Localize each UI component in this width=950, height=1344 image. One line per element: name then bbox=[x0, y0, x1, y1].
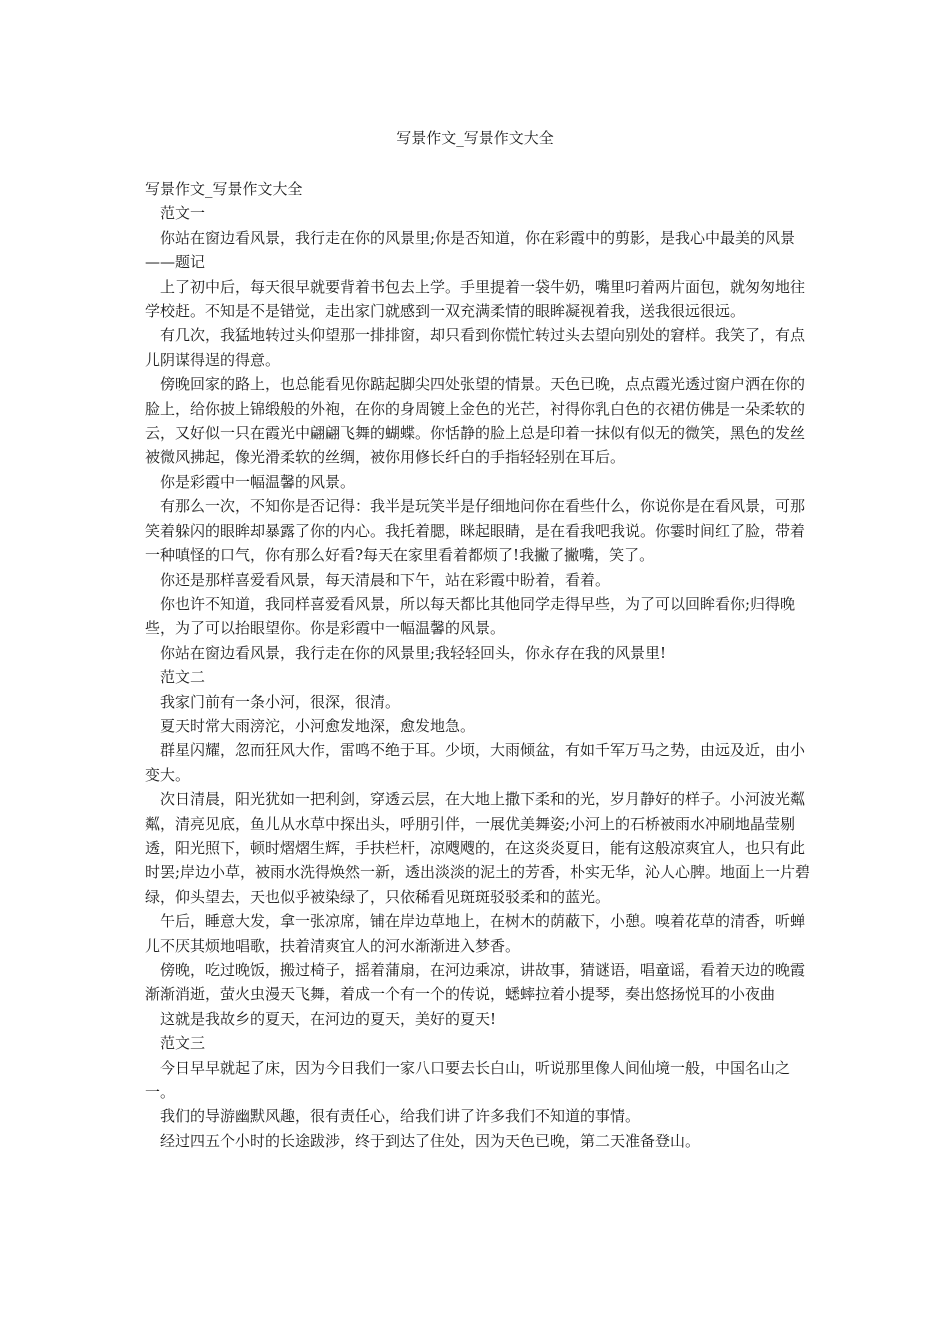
paragraph: 今日早早就起了床，因为今日我们一家八口要去长白山，听说那里像人间仙境一般，中国名山之一。 bbox=[145, 1058, 791, 1102]
section-heading: 范文一 bbox=[160, 204, 206, 223]
document-subtitle: 写景作文_写景作文大全 bbox=[145, 180, 303, 198]
paragraph: 傍晚，吃过晚饭，搬过椅子，摇着蒲扇，在河边乘凉，讲故事，猜谜语，唱童谣，看着天边的晚霞渐渐消逝，萤火虫漫天飞舞，着成一个有一个的传说，蟋蟀拉着小提琴，奏出悠扬悦耳的小夜曲 bbox=[145, 961, 806, 1004]
document-body bbox=[145, 177, 815, 1153]
paragraph: 有那么一次，不知你是否记得：我半是玩笑半是仔细地问你在看些什么，你说你是在看风景，可那笑着躲闪的眼眸却暴露了你的内心。我托着腮，眯起眼睛，是在看我吧我说。你霎时间红了脸，带着一种嗔怪的口气，你有那么好看?每天在家里看着都烦了!我撇了撇嘴，笑了。 bbox=[145, 497, 806, 565]
paragraph: 午后，睡意大发，拿一张凉席，铺在岸边草地上，在树木的荫蔽下，小憩。嗅着花草的清香，听蝉儿不厌其烦地唱歌，扶着清爽宜人的河水渐渐进入梦香。 bbox=[145, 912, 806, 955]
paragraph: 群星闪耀，忽而狂风大作，雷鸣不绝于耳。少顷，大雨倾盆，有如千军万马之势，由远及近，由小变大。 bbox=[145, 741, 806, 784]
paragraph: 你也许不知道，我同样喜爱看风景，所以每天都比其他同学走得早些，为了可以回眸看你;归得晚些，为了可以抬眼望你。你是彩霞中一幅温馨的风景。 bbox=[145, 594, 796, 638]
paragraph: 你是彩霞中一幅温馨的风景。 bbox=[160, 472, 356, 491]
document-title: 写景作文_写景作文大全 bbox=[396, 129, 554, 147]
paragraph: 次日清晨，阳光犹如一把利剑，穿透云层，在大地上撒下柔和的光，岁月静好的样子。小河波光粼粼，清亮见底，鱼儿从水草中探出头，呼朋引伴，一展优美舞姿;小河上的石桥被雨水冲刷地晶莹剔透，阳光照下，顿时熠熠生辉，手扶栏杆，凉飕飕的，在这炎炎夏日，能有这般凉爽宜人，也只有此时罢;岸边小草，被雨水洗得焕然一新，透出淡淡的泥土的芳香，朴实无华，沁人心脾。地面上一片碧绿，仰头望去，天也似乎被染绿了，只依稀看见斑斑驳驳柔和的蓝光。 bbox=[145, 790, 811, 906]
paragraph: 你站在窗边看风景，我行走在你的风景里;你是否知道，你在彩霞中的剪影，是我心中最美的风景——题记 bbox=[145, 228, 796, 272]
section-heading: 范文二 bbox=[160, 668, 206, 687]
paragraph: 傍晚回家的路上，也总能看见你踮起脚尖四处张望的情景。天色已晚，点点霞光透过窗户洒在你的脸上，给你披上锦缎般的外袍，在你的身周镀上金色的光芒，衬得你乳白色的衣裙仿佛是一朵柔软的云，又好似一只在霞光中翩翩飞舞的蝴蝶。你恬静的脸上总是印着一抹似有似无的微笑，黑色的发丝被微风拂起，像光滑柔软的丝绸，被你用修长纤白的手指轻轻别在耳后。 bbox=[145, 375, 806, 467]
paragraph: 夏天时常大雨滂沱，小河愈发地深，愈发地急。 bbox=[160, 716, 476, 735]
paragraph: 有几次，我猛地转过头仰望那一排排窗，却只看到你慌忙转过头去望向别处的窘样。我笑了，有点儿阴谋得逞的得意。 bbox=[145, 326, 806, 369]
section-heading: 范文三 bbox=[160, 1034, 206, 1053]
paragraph: 我们的导游幽默风趣，很有责任心，给我们讲了许多我们不知道的事情。 bbox=[160, 1107, 641, 1126]
paragraph: 你还是那样喜爱看风景，每天清晨和下午，站在彩霞中盼着，看着。 bbox=[160, 570, 611, 589]
paragraph: 这就是我故乡的夏天，在河边的夏天，美好的夏天! bbox=[160, 1009, 497, 1028]
paragraph: 你站在窗边看风景，我行走在你的风景里;我轻轻回头，你永存在我的风景里! bbox=[160, 643, 667, 662]
paragraph: 上了初中后，每天很早就要背着书包去上学。手里提着一袋牛奶，嘴里叼着两片面包，就匆匆地往学校赶。不知是不是错觉，走出家门就感到一双充满柔情的眼眸凝视着我，送我很远很远。 bbox=[145, 277, 806, 321]
paragraph: 经过四五个小时的长途跋涉，终于到达了住处，因为天色已晚，第二天准备登山。 bbox=[160, 1131, 701, 1150]
paragraph: 我家门前有一条小河，很深，很清。 bbox=[160, 692, 401, 711]
